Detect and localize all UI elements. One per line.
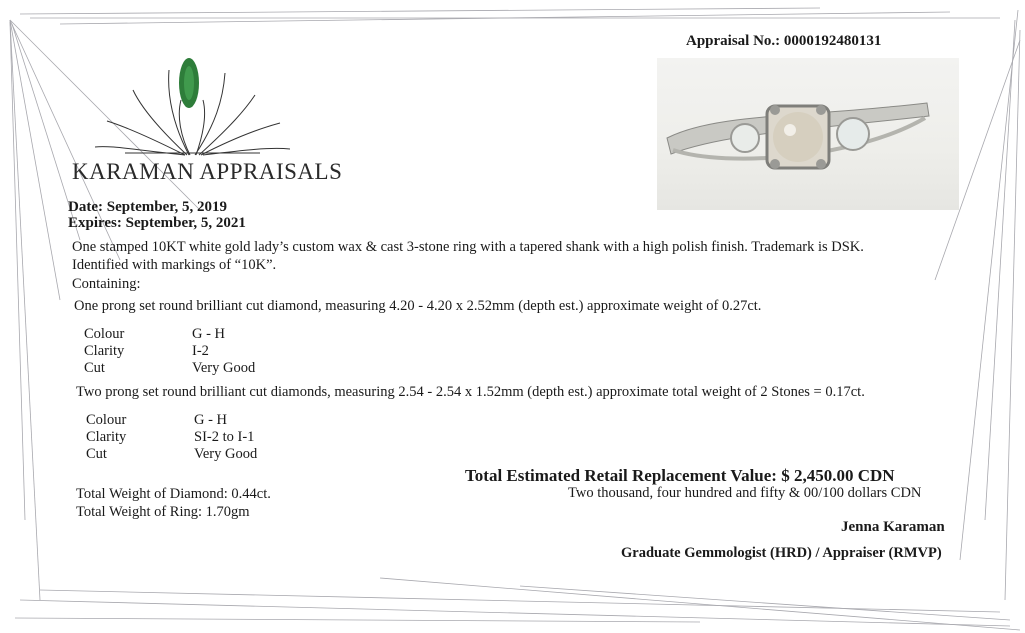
appraiser-title: Graduate Gemmologist (HRD) / Appraiser (RMVP) bbox=[621, 545, 942, 561]
appraisal-number: Appraisal No.: 0000192480131 bbox=[686, 33, 882, 49]
diamond-ring-photo bbox=[657, 58, 959, 210]
total-diamond-weight: Total Weight of Diamond: 0.44ct. bbox=[76, 486, 271, 502]
total-ring-weight: Total Weight of Ring: 1.70gm bbox=[76, 504, 250, 520]
total-replacement-value: Total Estimated Retail Replacement Value: $ 2,450.00 CDN bbox=[465, 466, 895, 485]
side-stones-cut: Cut Very Good bbox=[86, 446, 258, 462]
center-stone-colour: Colour G - H bbox=[84, 326, 226, 342]
appraiser-name: Jenna Karaman bbox=[841, 519, 945, 535]
brand-name: KARAMAN APPRAISALS bbox=[72, 159, 343, 184]
center-stone-cut: Cut Very Good bbox=[84, 360, 256, 376]
value-in-words: Two thousand, four hundred and fifty & 00/100 dollars CDN bbox=[568, 485, 922, 501]
side-stones-clarity: Clarity SI-2 to I-1 bbox=[86, 429, 255, 445]
center-stone-description: One prong set round brilliant cut diamond, measuring 4.20 - 4.20 x 2.52mm (depth est.) approximate weight of 0.27ct. bbox=[74, 298, 762, 314]
description-line-2: Identified with markings of “10K”. bbox=[72, 257, 277, 273]
emerald-fan-logo-icon bbox=[95, 55, 290, 165]
center-stone-clarity: Clarity I-2 bbox=[84, 343, 209, 359]
description-line-1: One stamped 10KT white gold lady’s custom wax & cast 3-stone ring with a tapered shank with a high polish finish. Trademark is DSK. bbox=[72, 239, 864, 255]
description-line-3: Containing: bbox=[72, 276, 141, 292]
appraisal-date: Date: September, 5, 2019 bbox=[68, 199, 228, 215]
side-stones-colour: Colour G - H bbox=[86, 412, 228, 428]
expiry-date: Expires: September, 5, 2021 bbox=[68, 215, 246, 231]
side-stones-description: Two prong set round brilliant cut diamonds, measuring 2.54 - 2.54 x 1.52mm (depth est.) approximate total weight of 2 Stones = 0.17ct. bbox=[76, 384, 865, 400]
